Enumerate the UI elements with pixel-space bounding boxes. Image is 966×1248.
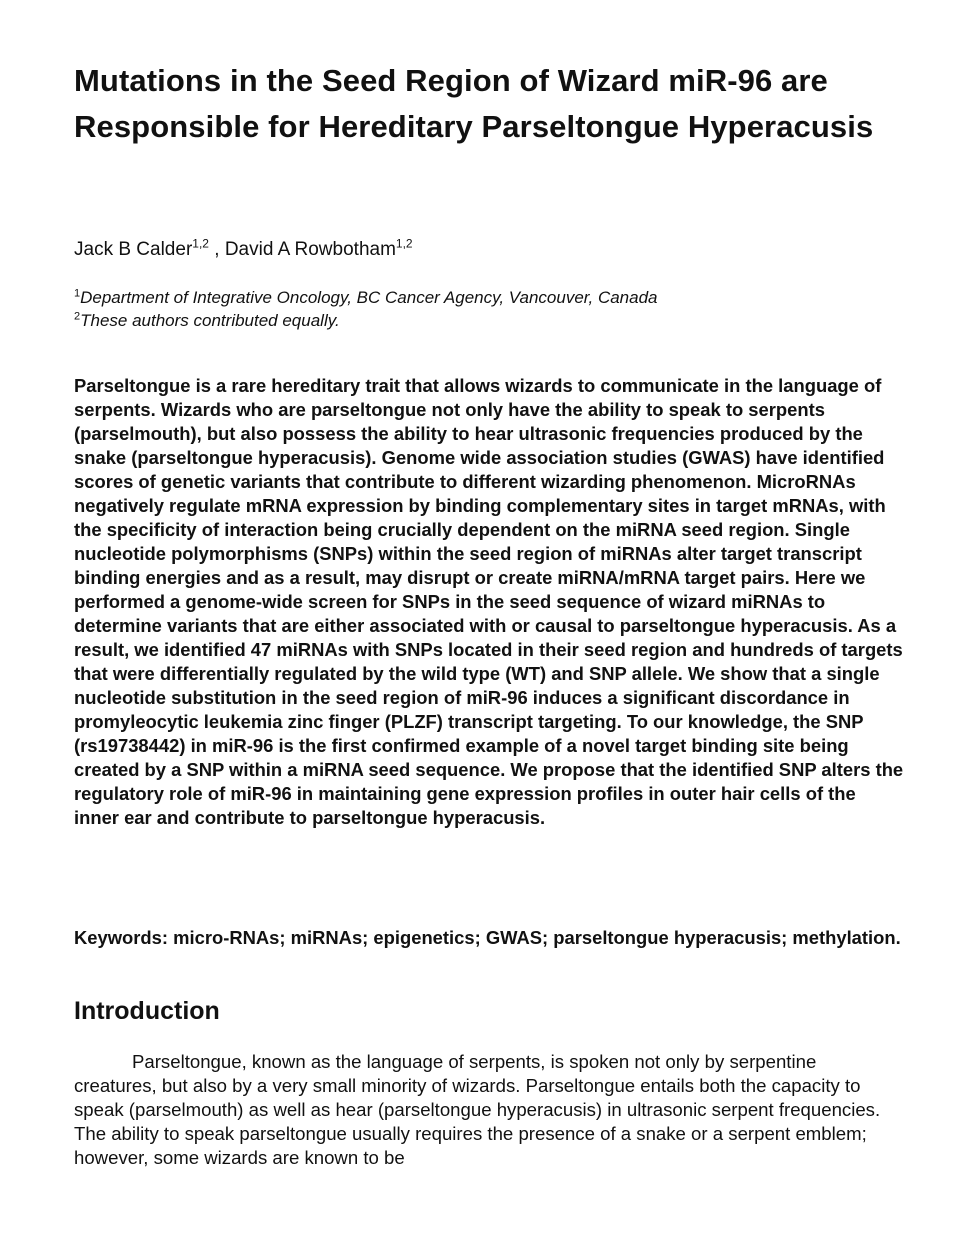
author-name: Jack B Calder bbox=[74, 239, 193, 260]
affiliation-marker: 2 bbox=[74, 310, 81, 323]
affiliation-line bbox=[74, 286, 914, 309]
affiliation-line bbox=[74, 309, 914, 332]
affiliation-text: Department of Integrative Oncology, BC Cancer Agency, Vancouver, Canada bbox=[80, 288, 658, 307]
affiliation-text: These authors contributed equally. bbox=[80, 311, 340, 330]
author-affiliation-marker: 1,2 bbox=[395, 236, 413, 251]
abstract: Parseltongue is a rare hereditary trait that allows wizards to communicate in the language of serpents. Wizards who are parseltongue not only have the ability to speak to serpents (parselmouth), but also possess the ability to hear ultrasonic frequencies produced by the snake (parseltongue hyperacusis). Genome wide association studies (GWAS) have identified scores of genetic variants that contribute to different wizarding phenomenon. MicroRNAs negatively regulate mRNA expression by binding complementary sites in target mRNAs, with the specificity of interaction being crucially dependent on the miRNA seed region. Single nucleotide polymorphisms (SNPs) within the seed region of miRNAs alter target transcript binding energies and as a result, may disrupt or create miRNA/mRNA target pairs. Here we performed a genome-wide screen for SNPs in the seed sequence of wizard miRNAs to determine variants that are either associated with or causal to parseltongue hyperacusis. As a result, we identified 47 miRNAs with SNPs located in their seed region and hundreds of targets that were differentially regulated by the wild type (WT) and SNP allele. We show that a single nucleotide substitution in the seed region of miR-96 induces a significant discordance in promyleocytic leukemia zinc finger (PLZF) transcript targeting. To our knowledge, the SNP (rs19738442) in miR-96 is the first confirmed example of a novel target binding site being created by a SNP within a miRNA seed sequence. We propose that the identified SNP alters the regulatory role of miR-96 in maintaining gene expression profiles in outer hair cells of the inner ear and contribute to parseltongue hyperacusis. bbox=[74, 375, 904, 828]
author-separator: , bbox=[208, 239, 225, 260]
author-name: David A Rowbotham bbox=[224, 239, 396, 260]
paper-title: Mutations in the Seed Region of Wizard miR-96 are Responsible for Hereditary Parseltongue Hyperacusis bbox=[74, 63, 874, 144]
affiliation-list bbox=[74, 286, 914, 332]
affiliation-marker: 1 bbox=[74, 287, 81, 300]
author-list bbox=[74, 236, 914, 264]
author-affiliation-marker: 1,2 bbox=[192, 236, 209, 251]
introduction-heading: Introduction bbox=[74, 997, 220, 1025]
introduction-paragraph: Parseltongue, known as the language of serpents, is spoken not only by serpentine creatures, but also by a very small minority of wizards. Parseltongue entails both the capacity to speak (parselmouth) as well as hear (parseltongue hyperacusis) in ultrasonic serpent frequencies. The ability to speak parseltongue usually requires the presence of a snake or a serpent emblem; however, some wizards are known to be bbox=[74, 1051, 881, 1168]
keywords: Keywords: micro-RNAs; miRNAs; epigenetics; GWAS; parseltongue hyperacusis; methylation. bbox=[74, 927, 901, 948]
